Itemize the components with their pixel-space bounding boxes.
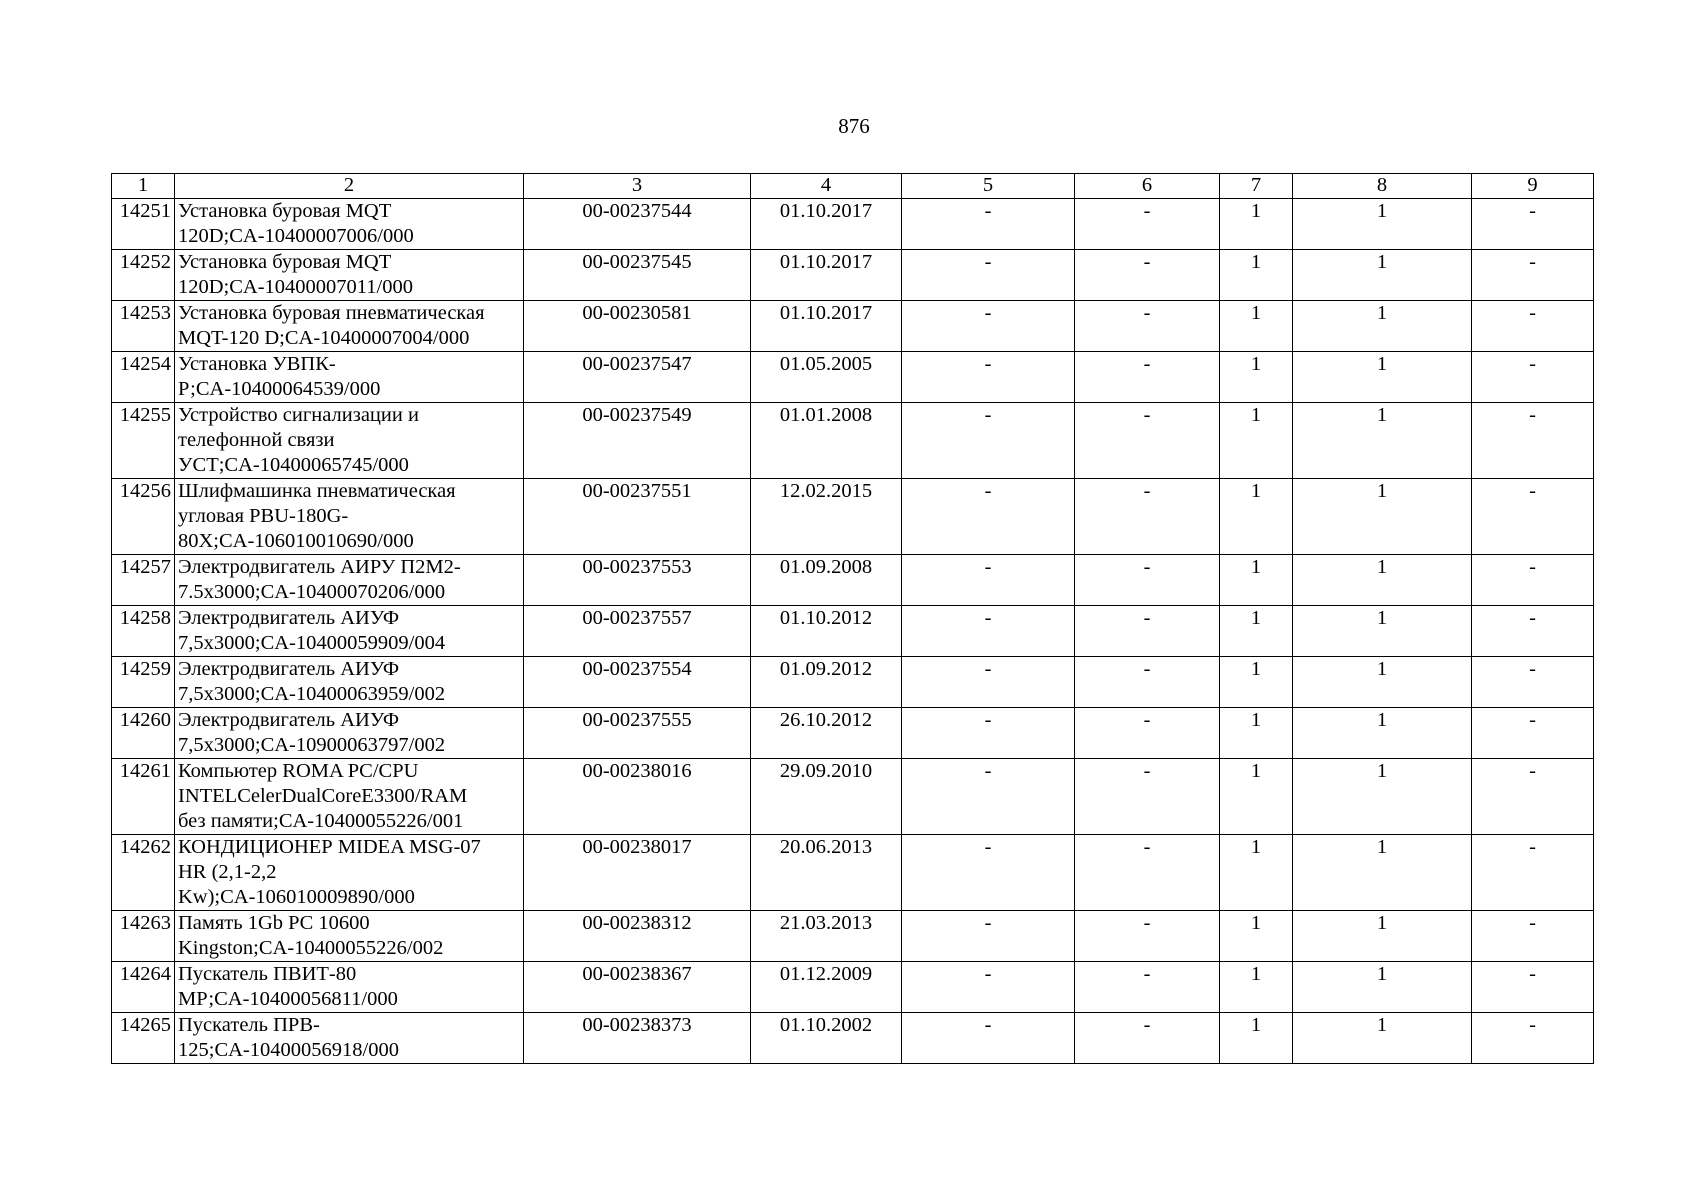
column-header-5: 5 [902, 174, 1075, 199]
item-name-cell [175, 835, 524, 911]
row-number-cell: 14252 [112, 250, 175, 301]
date-cell: 01.10.2017 [751, 301, 902, 352]
row-number-cell: 14263 [112, 911, 175, 962]
col8-cell: 1 [1293, 708, 1472, 759]
inventory-code-cell: 00-00237544 [524, 199, 751, 250]
col8-cell: 1 [1293, 352, 1472, 403]
item-name-line: 120D;CA-10400007006/000 [178, 225, 414, 247]
inventory-code-cell: 00-00237555 [524, 708, 751, 759]
row-number-cell: 14255 [112, 403, 175, 479]
col5-cell: - [902, 708, 1075, 759]
col9-cell: - [1472, 403, 1594, 479]
col8-cell: 1 [1293, 555, 1472, 606]
item-name-line: 7,5x3000;CA-10400063959/002 [178, 683, 446, 705]
table-row [112, 403, 1594, 479]
item-name-line: 7.5x3000;CA-10400070206/000 [178, 581, 446, 603]
col8-cell: 1 [1293, 962, 1472, 1013]
table-row [112, 352, 1594, 403]
item-name-line: Пускатель ПВИТ-80 [178, 963, 357, 985]
col6-cell: - [1075, 479, 1220, 555]
row-number-cell: 14264 [112, 962, 175, 1013]
col9-cell: - [1472, 1013, 1594, 1064]
column-header-2: 2 [175, 174, 524, 199]
col8-cell: 1 [1293, 657, 1472, 708]
date-cell: 01.01.2008 [751, 403, 902, 479]
table-row [112, 962, 1594, 1013]
col6-cell: - [1075, 708, 1220, 759]
table-row [112, 301, 1594, 352]
col7-cell: 1 [1220, 657, 1293, 708]
date-cell: 01.10.2017 [751, 250, 902, 301]
inventory-code-cell: 00-00237554 [524, 657, 751, 708]
col9-cell: - [1472, 708, 1594, 759]
col6-cell: - [1075, 199, 1220, 250]
col6-cell: - [1075, 759, 1220, 835]
row-number-cell: 14262 [112, 835, 175, 911]
date-cell: 20.06.2013 [751, 835, 902, 911]
col8-cell: 1 [1293, 250, 1472, 301]
row-number-cell: 14256 [112, 479, 175, 555]
col5-cell: - [902, 403, 1075, 479]
inventory-code-cell: 00-00238367 [524, 962, 751, 1013]
col6-cell: - [1075, 962, 1220, 1013]
col6-cell: - [1075, 403, 1220, 479]
item-name-line: Шлифмашинка пневматическая [178, 480, 456, 502]
col5-cell: - [902, 835, 1075, 911]
table-body [112, 199, 1594, 1064]
inventory-code-cell: 00-00237551 [524, 479, 751, 555]
col9-cell: - [1472, 250, 1594, 301]
date-cell: 01.09.2008 [751, 555, 902, 606]
date-cell: 29.09.2010 [751, 759, 902, 835]
row-number-cell: 14258 [112, 606, 175, 657]
row-number-cell: 14261 [112, 759, 175, 835]
col7-cell: 1 [1220, 352, 1293, 403]
item-name-line: HR (2,1-2,2 [178, 861, 277, 883]
col9-cell: - [1472, 962, 1594, 1013]
item-name-cell [175, 759, 524, 835]
inventory-code-cell: 00-00237557 [524, 606, 751, 657]
table-row [112, 759, 1594, 835]
table-row [112, 708, 1594, 759]
item-name-cell [175, 479, 524, 555]
date-cell: 01.10.2017 [751, 199, 902, 250]
inventory-code-cell: 00-00237547 [524, 352, 751, 403]
item-name-line: Компьютер ROMA PC/CPU [178, 760, 419, 782]
col5-cell: - [902, 301, 1075, 352]
col6-cell: - [1075, 250, 1220, 301]
inventory-code-cell: 00-00237553 [524, 555, 751, 606]
date-cell: 12.02.2015 [751, 479, 902, 555]
item-name-line: Электродвигатель АИУФ [178, 709, 400, 731]
item-name-cell [175, 708, 524, 759]
col9-cell: - [1472, 199, 1594, 250]
col9-cell: - [1472, 911, 1594, 962]
item-name-line: Устройство сигнализации и [178, 404, 419, 426]
item-name-line: Электродвигатель АИРУ П2М2- [178, 556, 461, 578]
item-name-line: без памяти;CA-10400055226/001 [178, 810, 464, 832]
date-cell: 01.05.2005 [751, 352, 902, 403]
col6-cell: - [1075, 352, 1220, 403]
col8-cell: 1 [1293, 199, 1472, 250]
column-header-8: 8 [1293, 174, 1472, 199]
col9-cell: - [1472, 835, 1594, 911]
col5-cell: - [902, 199, 1075, 250]
row-number-cell: 14265 [112, 1013, 175, 1064]
item-name-cell [175, 250, 524, 301]
item-name-line: Kw);CA-106010009890/000 [178, 886, 415, 908]
row-number-cell: 14251 [112, 199, 175, 250]
col8-cell: 1 [1293, 1013, 1472, 1064]
item-name-cell [175, 301, 524, 352]
column-header-4: 4 [751, 174, 902, 199]
item-name-cell [175, 606, 524, 657]
col6-cell: - [1075, 606, 1220, 657]
table-row [112, 555, 1594, 606]
col5-cell: - [902, 555, 1075, 606]
item-name-line: Kingston;CA-10400055226/002 [178, 937, 444, 959]
inventory-code-cell: 00-00238312 [524, 911, 751, 962]
inventory-code-cell: 00-00237545 [524, 250, 751, 301]
item-name-line: Установка буровая пневматическая [178, 302, 485, 324]
item-name-cell [175, 352, 524, 403]
col5-cell: - [902, 657, 1075, 708]
col5-cell: - [902, 352, 1075, 403]
col8-cell: 1 [1293, 606, 1472, 657]
col9-cell: - [1472, 606, 1594, 657]
col6-cell: - [1075, 301, 1220, 352]
col8-cell: 1 [1293, 835, 1472, 911]
item-name-cell [175, 962, 524, 1013]
col8-cell: 1 [1293, 479, 1472, 555]
item-name-line: MQT-120 D;CA-10400007004/000 [178, 327, 470, 349]
date-cell: 01.12.2009 [751, 962, 902, 1013]
column-header-6: 6 [1075, 174, 1220, 199]
col9-cell: - [1472, 759, 1594, 835]
item-name-line: Электродвигатель АИУФ [178, 658, 400, 680]
item-name-cell [175, 911, 524, 962]
item-name-line: угловая PBU-180G- [178, 505, 349, 527]
row-number-cell: 14257 [112, 555, 175, 606]
item-name-line: телефонной связи [178, 429, 335, 451]
table-row [112, 606, 1594, 657]
item-name-line: 80X;CA-106010010690/000 [178, 530, 414, 552]
header-row [112, 174, 1594, 199]
item-name-cell [175, 1013, 524, 1064]
table-row [112, 479, 1594, 555]
item-name-cell [175, 199, 524, 250]
col5-cell: - [902, 479, 1075, 555]
item-name-line: Установка буровая MQT [178, 200, 392, 222]
table-row [112, 250, 1594, 301]
row-number-cell: 14259 [112, 657, 175, 708]
page-number: 876 [838, 114, 870, 138]
col8-cell: 1 [1293, 759, 1472, 835]
col5-cell: - [902, 606, 1075, 657]
item-name-line: УСТ;CA-10400065745/000 [178, 454, 409, 476]
col7-cell: 1 [1220, 1013, 1293, 1064]
col7-cell: 1 [1220, 555, 1293, 606]
row-number-cell: 14254 [112, 352, 175, 403]
col9-cell: - [1472, 352, 1594, 403]
col5-cell: - [902, 759, 1075, 835]
column-header-1: 1 [112, 174, 175, 199]
date-cell: 01.10.2002 [751, 1013, 902, 1064]
inventory-code-cell: 00-00230581 [524, 301, 751, 352]
date-cell: 01.09.2012 [751, 657, 902, 708]
col7-cell: 1 [1220, 479, 1293, 555]
item-name-cell [175, 555, 524, 606]
row-number-cell: 14260 [112, 708, 175, 759]
column-header-9: 9 [1472, 174, 1594, 199]
item-name-line: Установка буровая MQT [178, 251, 392, 273]
col7-cell: 1 [1220, 199, 1293, 250]
item-name-line: Электродвигатель АИУФ [178, 607, 400, 629]
item-name-line: 120D;CA-10400007011/000 [178, 276, 413, 298]
table-row [112, 199, 1594, 250]
col6-cell: - [1075, 657, 1220, 708]
col7-cell: 1 [1220, 250, 1293, 301]
col6-cell: - [1075, 555, 1220, 606]
col9-cell: - [1472, 657, 1594, 708]
item-name-line: INTELCelerDualCoreE3300/RAM [178, 785, 468, 807]
table-row [112, 1013, 1594, 1064]
item-name-line: 125;CA-10400056918/000 [178, 1039, 399, 1061]
col7-cell: 1 [1220, 301, 1293, 352]
col7-cell: 1 [1220, 403, 1293, 479]
item-name-cell [175, 403, 524, 479]
inventory-table [111, 173, 1594, 1064]
item-name-line: Р;CA-10400064539/000 [178, 378, 381, 400]
date-cell: 01.10.2012 [751, 606, 902, 657]
inventory-code-cell: 00-00238016 [524, 759, 751, 835]
item-name-line: КОНДИЦИОНЕР MIDEA MSG-07 [178, 836, 481, 858]
col9-cell: - [1472, 479, 1594, 555]
col6-cell: - [1075, 835, 1220, 911]
inventory-code-cell: 00-00238017 [524, 835, 751, 911]
item-name-line: МР;CA-10400056811/000 [178, 988, 398, 1010]
col9-cell: - [1472, 301, 1594, 352]
col8-cell: 1 [1293, 301, 1472, 352]
item-name-line: Память 1Gb PC 10600 [178, 912, 370, 934]
col7-cell: 1 [1220, 962, 1293, 1013]
item-name-line: 7,5x3000;CA-10400059909/004 [178, 632, 446, 654]
col7-cell: 1 [1220, 708, 1293, 759]
col5-cell: - [902, 911, 1075, 962]
col5-cell: - [902, 1013, 1075, 1064]
item-name-line: Установка УВПК- [178, 353, 336, 375]
col8-cell: 1 [1293, 403, 1472, 479]
column-header-7: 7 [1220, 174, 1293, 199]
table-row [112, 657, 1594, 708]
col6-cell: - [1075, 1013, 1220, 1064]
col7-cell: 1 [1220, 911, 1293, 962]
col5-cell: - [902, 250, 1075, 301]
inventory-code-cell: 00-00238373 [524, 1013, 751, 1064]
column-header-3: 3 [524, 174, 751, 199]
item-name-line: Пускатель ПРВ- [178, 1014, 320, 1036]
col7-cell: 1 [1220, 606, 1293, 657]
date-cell: 21.03.2013 [751, 911, 902, 962]
inventory-code-cell: 00-00237549 [524, 403, 751, 479]
col6-cell: - [1075, 911, 1220, 962]
col8-cell: 1 [1293, 911, 1472, 962]
item-name-line: 7,5x3000;CA-10900063797/002 [178, 734, 446, 756]
col7-cell: 1 [1220, 835, 1293, 911]
col7-cell: 1 [1220, 759, 1293, 835]
table-row [112, 835, 1594, 911]
item-name-cell [175, 657, 524, 708]
table-row [112, 911, 1594, 962]
col9-cell: - [1472, 555, 1594, 606]
row-number-cell: 14253 [112, 301, 175, 352]
date-cell: 26.10.2012 [751, 708, 902, 759]
col5-cell: - [902, 962, 1075, 1013]
